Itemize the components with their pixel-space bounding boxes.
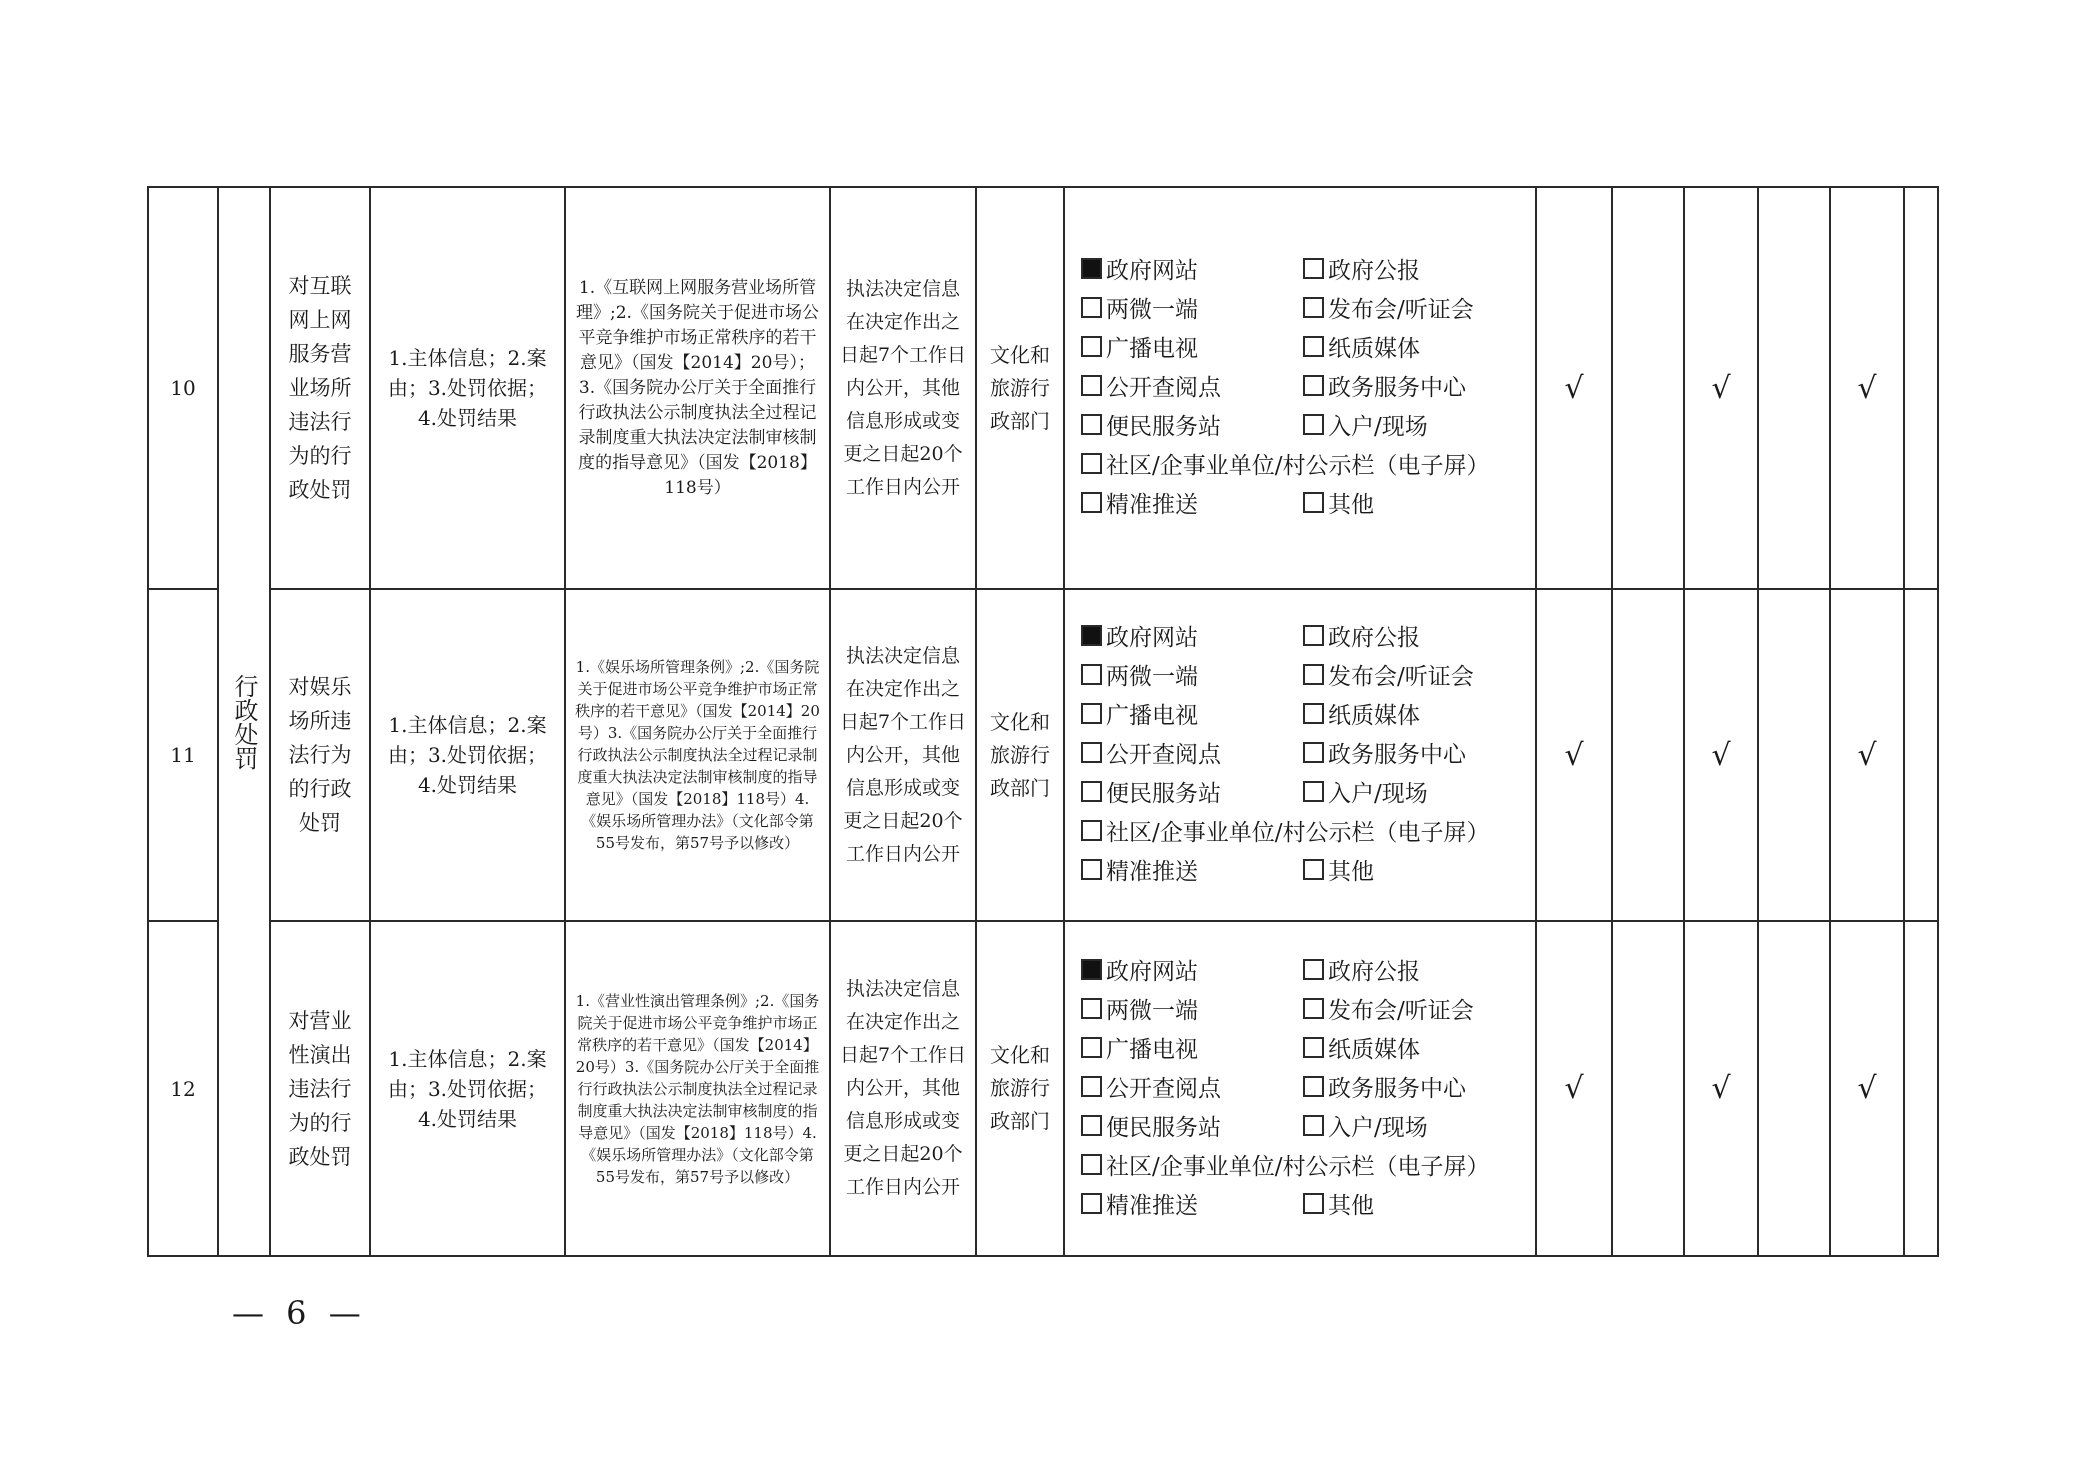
legal-basis: 1.《营业性演出管理条例》;2.《国务院关于促进市场公平竞争维护市场正常秩序的若干意见》（国发【2014】20号）3.《国务院办公厅关于全面推行行政执法公示制度执法全过程记录制度重大执法决定法制审核制度的指导意见》（国发【2018】118号）4.《娱乐场所管理办法》（文化部令第55号发布，第57号予以修改）	[565, 921, 830, 1256]
table-row	[148, 921, 1938, 1256]
channel-option[interactable]: 社区/企事业单位/村公示栏（电子屏）	[1081, 815, 1523, 851]
page-number: — 6 —	[232, 1294, 367, 1332]
checkbox-empty-icon[interactable]	[1081, 781, 1102, 802]
channel-option[interactable]: 政务服务中心	[1303, 737, 1523, 773]
check-mark: √	[1684, 921, 1758, 1256]
channel-option[interactable]: 纸质媒体	[1303, 1032, 1523, 1068]
checkbox-empty-icon[interactable]	[1303, 959, 1324, 980]
checkbox-empty-icon[interactable]	[1081, 859, 1102, 880]
row-number: 11	[148, 589, 218, 921]
channel-option[interactable]: 公开查阅点	[1081, 1071, 1303, 1107]
checkbox-empty-icon[interactable]	[1303, 1076, 1324, 1097]
check-mark	[1904, 589, 1938, 921]
channel-option[interactable]: 入户/现场	[1303, 409, 1523, 445]
channel-option[interactable]: 广播电视	[1081, 331, 1303, 367]
channel-option[interactable]: 精准推送	[1081, 1188, 1303, 1224]
check-mark: √	[1830, 187, 1904, 589]
channel-option[interactable]: 其他	[1303, 1188, 1523, 1224]
checkbox-empty-icon[interactable]	[1081, 742, 1102, 763]
row-number: 12	[148, 921, 218, 1256]
checkbox-empty-icon[interactable]	[1081, 998, 1102, 1019]
channel-option[interactable]: 发布会/听证会	[1303, 659, 1523, 695]
item-name: 对营业性演出违法行为的行政处罚	[270, 921, 370, 1256]
channel-option[interactable]: 其他	[1303, 487, 1523, 523]
time-limit: 执法决定信息在决定作出之日起7个工作日内公开，其他信息形成或变更之日起20个工作日内公开	[830, 921, 976, 1256]
channel-option[interactable]: 入户/现场	[1303, 1110, 1523, 1146]
channel-option[interactable]: 纸质媒体	[1303, 698, 1523, 734]
checkbox-empty-icon[interactable]	[1303, 414, 1324, 435]
channel-option[interactable]: 政府公报	[1303, 620, 1523, 656]
channel-option[interactable]: 便民服务站	[1081, 776, 1303, 812]
item-name: 对互联网上网服务营业场所违法行为的行政处罚	[270, 187, 370, 589]
channel-option[interactable]: 政府公报	[1303, 253, 1523, 289]
check-mark	[1904, 187, 1938, 589]
checkbox-empty-icon[interactable]	[1303, 859, 1324, 880]
checkbox-empty-icon[interactable]	[1081, 820, 1102, 841]
channel-option[interactable]: 其他	[1303, 854, 1523, 890]
department: 文化和旅游行政部门	[976, 589, 1064, 921]
checkbox-checked-icon[interactable]	[1081, 258, 1102, 279]
time-limit: 执法决定信息在决定作出之日起7个工作日内公开，其他信息形成或变更之日起20个工作日内公开	[830, 589, 976, 921]
checkbox-empty-icon[interactable]	[1303, 703, 1324, 724]
checkbox-empty-icon[interactable]	[1081, 414, 1102, 435]
checkbox-empty-icon[interactable]	[1081, 703, 1102, 724]
check-mark: √	[1536, 187, 1612, 589]
channel-option[interactable]: 入户/现场	[1303, 776, 1523, 812]
channel-option[interactable]: 发布会/听证会	[1303, 292, 1523, 328]
check-mark	[1758, 187, 1830, 589]
channel-option[interactable]: 政府网站	[1081, 620, 1303, 656]
check-mark	[1612, 589, 1684, 921]
checkbox-empty-icon[interactable]	[1303, 998, 1324, 1019]
time-limit: 执法决定信息在决定作出之日起7个工作日内公开，其他信息形成或变更之日起20个工作日内公开	[830, 187, 976, 589]
checkbox-empty-icon[interactable]	[1081, 336, 1102, 357]
checkbox-empty-icon[interactable]	[1081, 1193, 1102, 1214]
check-mark: √	[1684, 187, 1758, 589]
checkbox-empty-icon[interactable]	[1303, 664, 1324, 685]
channel-option[interactable]: 政府网站	[1081, 253, 1303, 289]
checkbox-empty-icon[interactable]	[1303, 742, 1324, 763]
disclosure-content: 1.主体信息；2.案由；3.处罚依据；4.处罚结果	[370, 187, 565, 589]
channel-option[interactable]: 两微一端	[1081, 292, 1303, 328]
checkbox-empty-icon[interactable]	[1303, 297, 1324, 318]
channel-option[interactable]: 两微一端	[1081, 993, 1303, 1029]
category-cell: 行政处罚	[218, 187, 270, 1256]
check-mark	[1758, 921, 1830, 1256]
check-mark: √	[1830, 589, 1904, 921]
checkbox-empty-icon[interactable]	[1081, 375, 1102, 396]
channel-option[interactable]: 广播电视	[1081, 698, 1303, 734]
channel-option[interactable]: 发布会/听证会	[1303, 993, 1523, 1029]
row-number: 10	[148, 187, 218, 589]
check-mark	[1612, 187, 1684, 589]
channel-option[interactable]: 纸质媒体	[1303, 331, 1523, 367]
legal-basis: 1.《互联网上网服务营业场所管理》;2.《国务院关于促进市场公平竞争维护市场正常秩序的若干意见》（国发【2014】20号）；3.《国务院办公厅关于全面推行行政执法公示制度执法全过程记录制度重大执法决定法制审核制度的指导意见》（国发【2018】118号）	[565, 187, 830, 589]
channel-option[interactable]: 便民服务站	[1081, 1110, 1303, 1146]
channel-option[interactable]: 精准推送	[1081, 487, 1303, 523]
item-name: 对娱乐场所违法行为的行政处罚	[270, 589, 370, 921]
checkbox-empty-icon[interactable]	[1081, 492, 1102, 513]
channel-option[interactable]: 公开查阅点	[1081, 370, 1303, 406]
checkbox-empty-icon[interactable]	[1081, 664, 1102, 685]
channels-cell	[1064, 921, 1536, 1256]
checkbox-empty-icon[interactable]	[1303, 1037, 1324, 1058]
check-mark	[1904, 921, 1938, 1256]
checkbox-empty-icon[interactable]	[1303, 336, 1324, 357]
checkbox-empty-icon[interactable]	[1303, 258, 1324, 279]
checkbox-empty-icon[interactable]	[1303, 1115, 1324, 1136]
checkbox-empty-icon[interactable]	[1081, 297, 1102, 318]
check-mark	[1612, 921, 1684, 1256]
channel-option[interactable]: 便民服务站	[1081, 409, 1303, 445]
checkbox-empty-icon[interactable]	[1081, 1037, 1102, 1058]
checkbox-empty-icon[interactable]	[1081, 1115, 1102, 1136]
checkbox-empty-icon[interactable]	[1303, 781, 1324, 802]
check-mark: √	[1536, 921, 1612, 1256]
channel-option[interactable]: 政务服务中心	[1303, 370, 1523, 406]
department: 文化和旅游行政部门	[976, 921, 1064, 1256]
channel-option[interactable]: 两微一端	[1081, 659, 1303, 695]
check-mark	[1758, 589, 1830, 921]
checkbox-empty-icon[interactable]	[1081, 1154, 1102, 1175]
checkbox-checked-icon[interactable]	[1081, 959, 1102, 980]
channel-option[interactable]: 社区/企事业单位/村公示栏（电子屏）	[1081, 1149, 1523, 1185]
disclosure-content: 1.主体信息；2.案由；3.处罚依据；4.处罚结果	[370, 921, 565, 1256]
channel-option[interactable]: 精准推送	[1081, 854, 1303, 890]
checkbox-empty-icon[interactable]	[1081, 453, 1102, 474]
channel-option[interactable]: 政务服务中心	[1303, 1071, 1523, 1107]
disclosure-content: 1.主体信息；2.案由；3.处罚依据；4.处罚结果	[370, 589, 565, 921]
channels-cell	[1064, 187, 1536, 589]
department: 文化和旅游行政部门	[976, 187, 1064, 589]
checkbox-empty-icon[interactable]	[1303, 625, 1324, 646]
check-mark: √	[1830, 921, 1904, 1256]
checkbox-empty-icon[interactable]	[1303, 375, 1324, 396]
table-row	[148, 589, 1938, 921]
channels-cell	[1064, 589, 1536, 921]
channel-option[interactable]: 政府网站	[1081, 954, 1303, 990]
channel-option[interactable]: 政府公报	[1303, 954, 1523, 990]
disclosure-table	[147, 186, 1939, 1257]
check-mark: √	[1536, 589, 1612, 921]
checkbox-checked-icon[interactable]	[1081, 625, 1102, 646]
checkbox-empty-icon[interactable]	[1081, 1076, 1102, 1097]
legal-basis: 1.《娱乐场所管理条例》;2.《国务院关于促进市场公平竞争维护市场正常秩序的若干意见》（国发【2014】20号）3.《国务院办公厅关于全面推行行政执法公示制度执法全过程记录制度重大执法决定法制审核制度的指导意见》（国发【2018】118号）4.《娱乐场所管理办法》（文化部令第55号发布，第57号予以修改）	[565, 589, 830, 921]
channel-option[interactable]: 社区/企事业单位/村公示栏（电子屏）	[1081, 448, 1523, 484]
channel-option[interactable]: 广播电视	[1081, 1032, 1303, 1068]
checkbox-empty-icon[interactable]	[1303, 1193, 1324, 1214]
check-mark: √	[1684, 589, 1758, 921]
channel-option[interactable]: 公开查阅点	[1081, 737, 1303, 773]
checkbox-empty-icon[interactable]	[1303, 492, 1324, 513]
table-row	[148, 187, 1938, 589]
